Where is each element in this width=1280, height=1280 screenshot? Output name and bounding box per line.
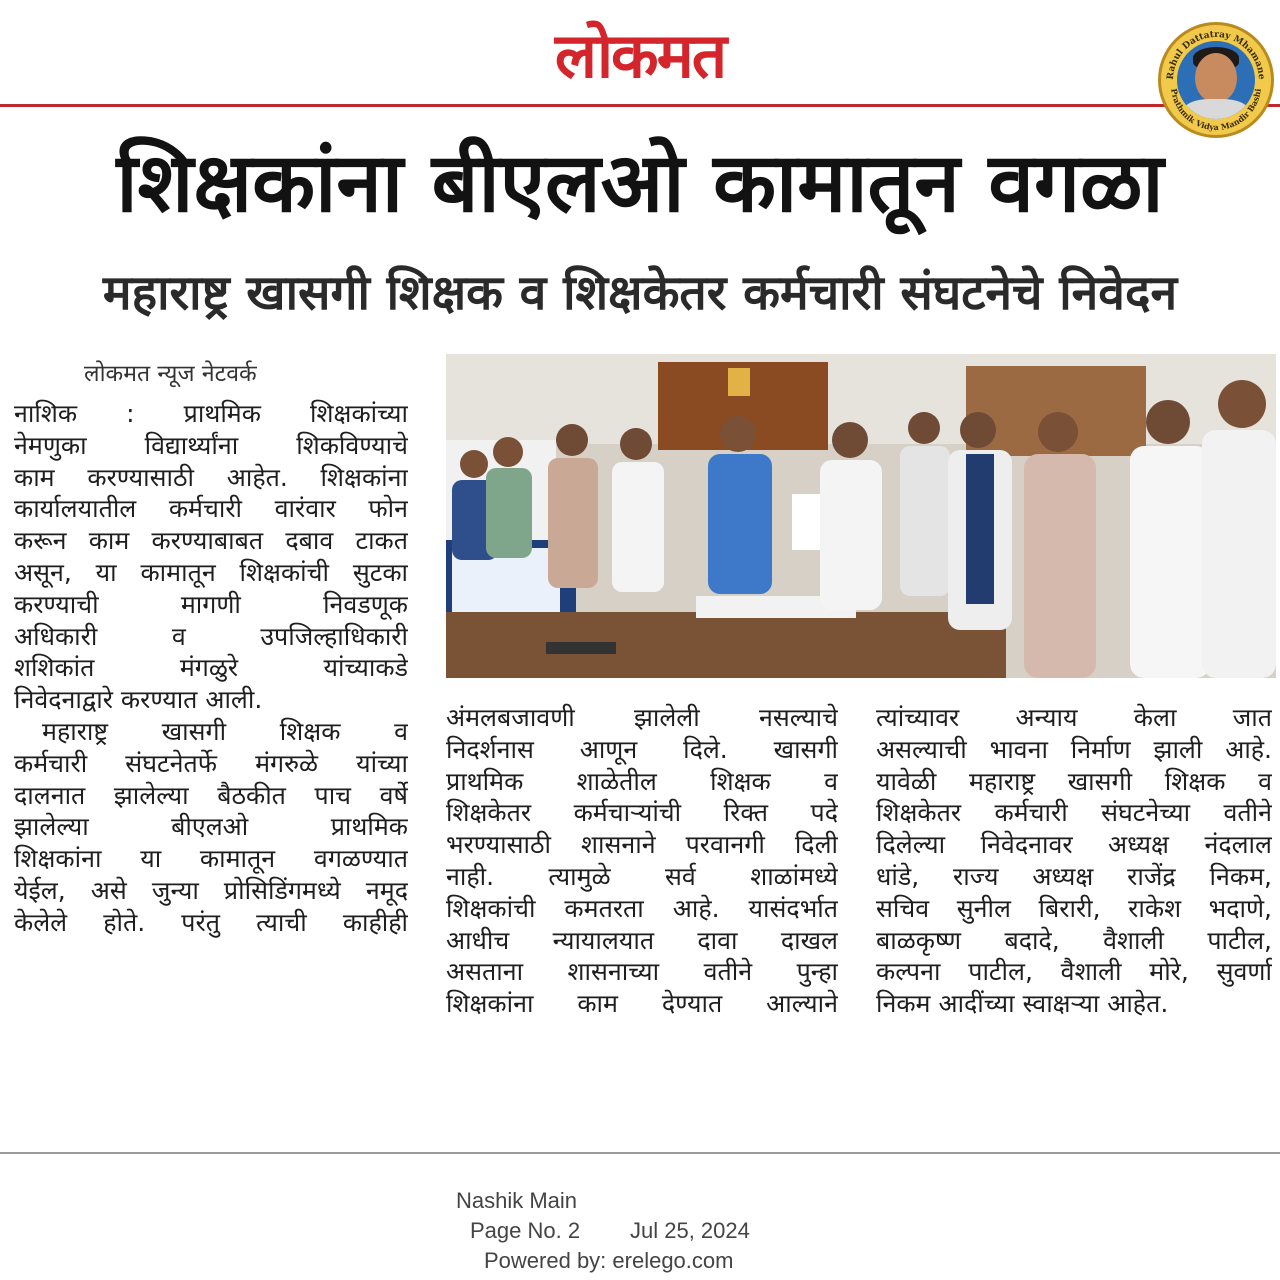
- column-line: कार्यालयातील कर्मचारी वारंवार फोन: [14, 494, 408, 524]
- publish-date: Jul 25, 2024: [630, 1218, 750, 1243]
- column-line: धांडे, राज्य अध्यक्ष राजेंद्र निकम,: [876, 861, 1272, 891]
- masthead-divider: [0, 104, 1280, 107]
- subheadline: महाराष्ट्र खासगी शिक्षक व शिक्षकेतर कर्मचारी संघटनेचे निवेदन: [102, 265, 1178, 321]
- edition-name: Nashik Main: [456, 1188, 578, 1213]
- column-line: केलेले होते. परंतु त्याची काहीही: [14, 907, 408, 937]
- column-line: दालनात झालेल्या बैठकीत पाच वर्षे: [14, 780, 408, 810]
- column-line: सचिव सुनील बिरारी, राकेश भदाणे,: [876, 893, 1272, 923]
- newspaper-logo: लोकमत: [554, 19, 726, 92]
- page-number: Page No. 2: [470, 1218, 581, 1243]
- column-line: शिक्षकेतर कर्मचाऱ्यांची रिक्त पदे: [446, 798, 838, 828]
- column-line: शिक्षकेतर कर्मचारी संघटनेच्या वतीने: [876, 798, 1272, 828]
- svg-text:Rahul Dattatray Mhamane: [1166, 30, 1266, 80]
- footer-divider: [0, 1152, 1280, 1154]
- column-line: झालेल्या बीएलओ प्राथमिक: [14, 812, 408, 842]
- column-line: असून, या कामातून शिक्षकांची सुटका: [14, 557, 408, 587]
- column-line: आधीच न्यायालयात दावा दाखल: [446, 925, 838, 955]
- byline: लोकमत न्यूज नेटवर्क: [84, 361, 257, 387]
- column-line: नाही. त्यामुळे सर्व शाळांमध्ये: [446, 861, 838, 891]
- column-line: काम करण्यासाठी आहेत. शिक्षकांना: [14, 462, 408, 492]
- column-line: अधिकारी व उपजिल्हाधिकारी: [14, 621, 408, 651]
- badge-name-text: Rahul Dattatray Mhamane: [1165, 29, 1267, 81]
- badge-school-text: Prathmik Vidya Mandir Bashi: [1169, 87, 1263, 133]
- column-line: भरण्यासाठी शासनाने परवानगी दिली: [446, 830, 838, 860]
- column-line: कर्मचारी संघटनेतर्फे मंगरुळे यांच्या: [14, 748, 408, 778]
- column-line: प्राथमिक शाळेतील शिक्षक व: [446, 766, 838, 796]
- svg-text:Prathmik Vidya Mandir Bashi: [1169, 88, 1263, 132]
- article-column-3: [876, 702, 1272, 1020]
- column-line: कल्पना पाटील, वैशाली मोरे, सुवर्णा: [876, 957, 1272, 987]
- column-line: करून काम करण्याबाबत दबाव टाकत: [14, 526, 408, 556]
- column-line: दिलेल्या निवेदनावर अध्यक्ष नंदलाल: [876, 830, 1272, 860]
- column-line: महाराष्ट्र खासगी शिक्षक व: [42, 716, 408, 746]
- column-line: नाशिक : प्राथमिक शिक्षकांच्या: [14, 399, 408, 428]
- column-line: नेमणुका विद्यार्थ्यांना शिकविण्याचे: [14, 430, 408, 460]
- powered-by: Powered by: erelego.com: [484, 1248, 734, 1273]
- article-column-2: [446, 702, 838, 1020]
- column-line: करण्याची मागणी निवडणूक: [14, 589, 408, 619]
- headline: शिक्षकांना बीएलओ कामातून वगळा: [116, 136, 1164, 231]
- profile-badge: [1158, 22, 1274, 138]
- article-column-1: [14, 398, 408, 939]
- column-line: बाळकृष्ण बदादे, वैशाली पाटील,: [876, 925, 1272, 955]
- column-line: निवेदनाद्वारे करण्यात आली.: [14, 685, 263, 715]
- badge-ring-text: [1161, 25, 1271, 135]
- column-line: शशिकांत मंगळुरे यांच्याकडे: [14, 653, 408, 683]
- column-line: शिक्षकांना या कामातून वगळण्यात: [14, 844, 408, 874]
- column-line: येईल, असे जुन्या प्रोसिडिंगमध्ये नमूद: [14, 875, 408, 905]
- column-line: निदर्शनास आणून दिले. खासगी: [446, 734, 838, 764]
- column-line: शिक्षकांची कमतरता आहे. यासंदर्भात: [446, 893, 838, 923]
- column-line: असल्याची भावना निर्माण झाली आहे.: [876, 734, 1272, 764]
- article-photo: [446, 354, 1276, 678]
- column-line: असताना शासनाच्या वतीने पुन्हा: [446, 957, 838, 987]
- column-line: यावेळी महाराष्ट्र खासगी शिक्षक व: [876, 766, 1272, 796]
- column-line: निकम आदींच्या स्वाक्षऱ्या आहेत.: [876, 989, 1169, 1019]
- column-line: त्यांच्यावर अन्याय केला जात: [876, 703, 1272, 732]
- column-line: अंमलबजावणी झालेली नसल्याचे: [446, 703, 838, 732]
- column-line: शिक्षकांना काम देण्यात आल्याने: [446, 989, 838, 1019]
